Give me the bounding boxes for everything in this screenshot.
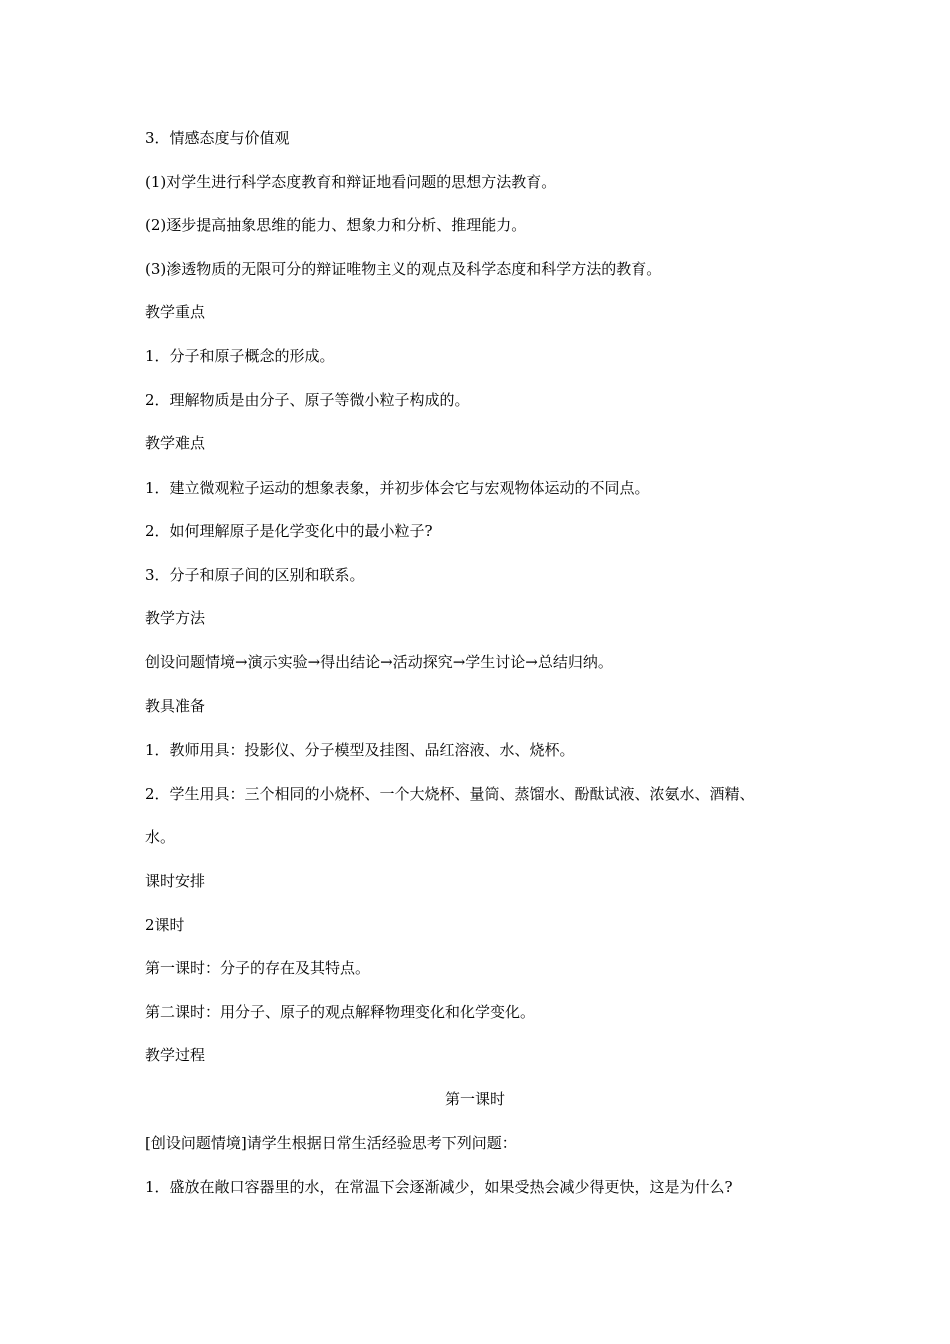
paragraph-line: 水。 bbox=[145, 828, 176, 846]
section-heading-key-points: 教学重点 bbox=[145, 303, 206, 321]
lesson-title: 第一课时 bbox=[444, 1090, 505, 1108]
paragraph-line: 3．分子和原子间的区别和联系。 bbox=[145, 566, 365, 584]
section-heading-schedule: 课时安排 bbox=[145, 872, 206, 890]
paragraph-line: 2课时 bbox=[145, 916, 185, 934]
paragraph-line: 第二课时：用分子、原子的观点解释物理变化和化学变化。 bbox=[145, 1003, 536, 1021]
paragraph-line: 2．理解物质是由分子、原子等微小粒子构成的。 bbox=[145, 391, 470, 409]
paragraph-line: 1．建立微观粒子运动的想象表象，并初步体会它与宏观物体运动的不同点。 bbox=[145, 479, 650, 497]
paragraph-line: (3)渗透物质的无限可分的辩证唯物主义的观点及科学态度和科学方法的教育。 bbox=[145, 260, 662, 278]
paragraph-line: 2．学生用具：三个相同的小烧杯、一个大烧杯、量筒、蒸馏水、酚酞试液、浓氨水、酒精、 bbox=[145, 785, 755, 803]
paragraph-line: 创设问题情境→演示实验→得出结论→活动探究→学生讨论→总结归纳。 bbox=[145, 653, 613, 671]
section-heading-process: 教学过程 bbox=[145, 1046, 206, 1064]
paragraph-line: 1．教师用具：投影仪、分子模型及挂图、品红溶液、水、烧杯。 bbox=[145, 741, 575, 759]
paragraph-line: 第一课时：分子的存在及其特点。 bbox=[145, 959, 371, 977]
section-heading-difficulties: 教学难点 bbox=[145, 434, 206, 452]
paragraph-line: 1．分子和原子概念的形成。 bbox=[145, 347, 335, 365]
section-heading-attitude: 3．情感态度与价值观 bbox=[145, 129, 290, 147]
paragraph-line: 1．盛放在敞口容器里的水，在常温下会逐渐减少，如果受热会减少得更快，这是为什么? bbox=[145, 1178, 733, 1196]
paragraph-line: 2．如何理解原子是化学变化中的最小粒子? bbox=[145, 522, 433, 540]
paragraph-line: (2)逐步提高抽象思维的能力、想象力和分析、推理能力。 bbox=[145, 216, 527, 234]
section-heading-methods: 教学方法 bbox=[145, 609, 206, 627]
section-heading-materials: 教具准备 bbox=[145, 697, 206, 715]
paragraph-line: [创设问题情境]请学生根据日常生活经验思考下列问题： bbox=[145, 1134, 517, 1152]
paragraph-line: (1)对学生进行科学态度教育和辩证地看问题的思想方法教育。 bbox=[145, 173, 557, 191]
